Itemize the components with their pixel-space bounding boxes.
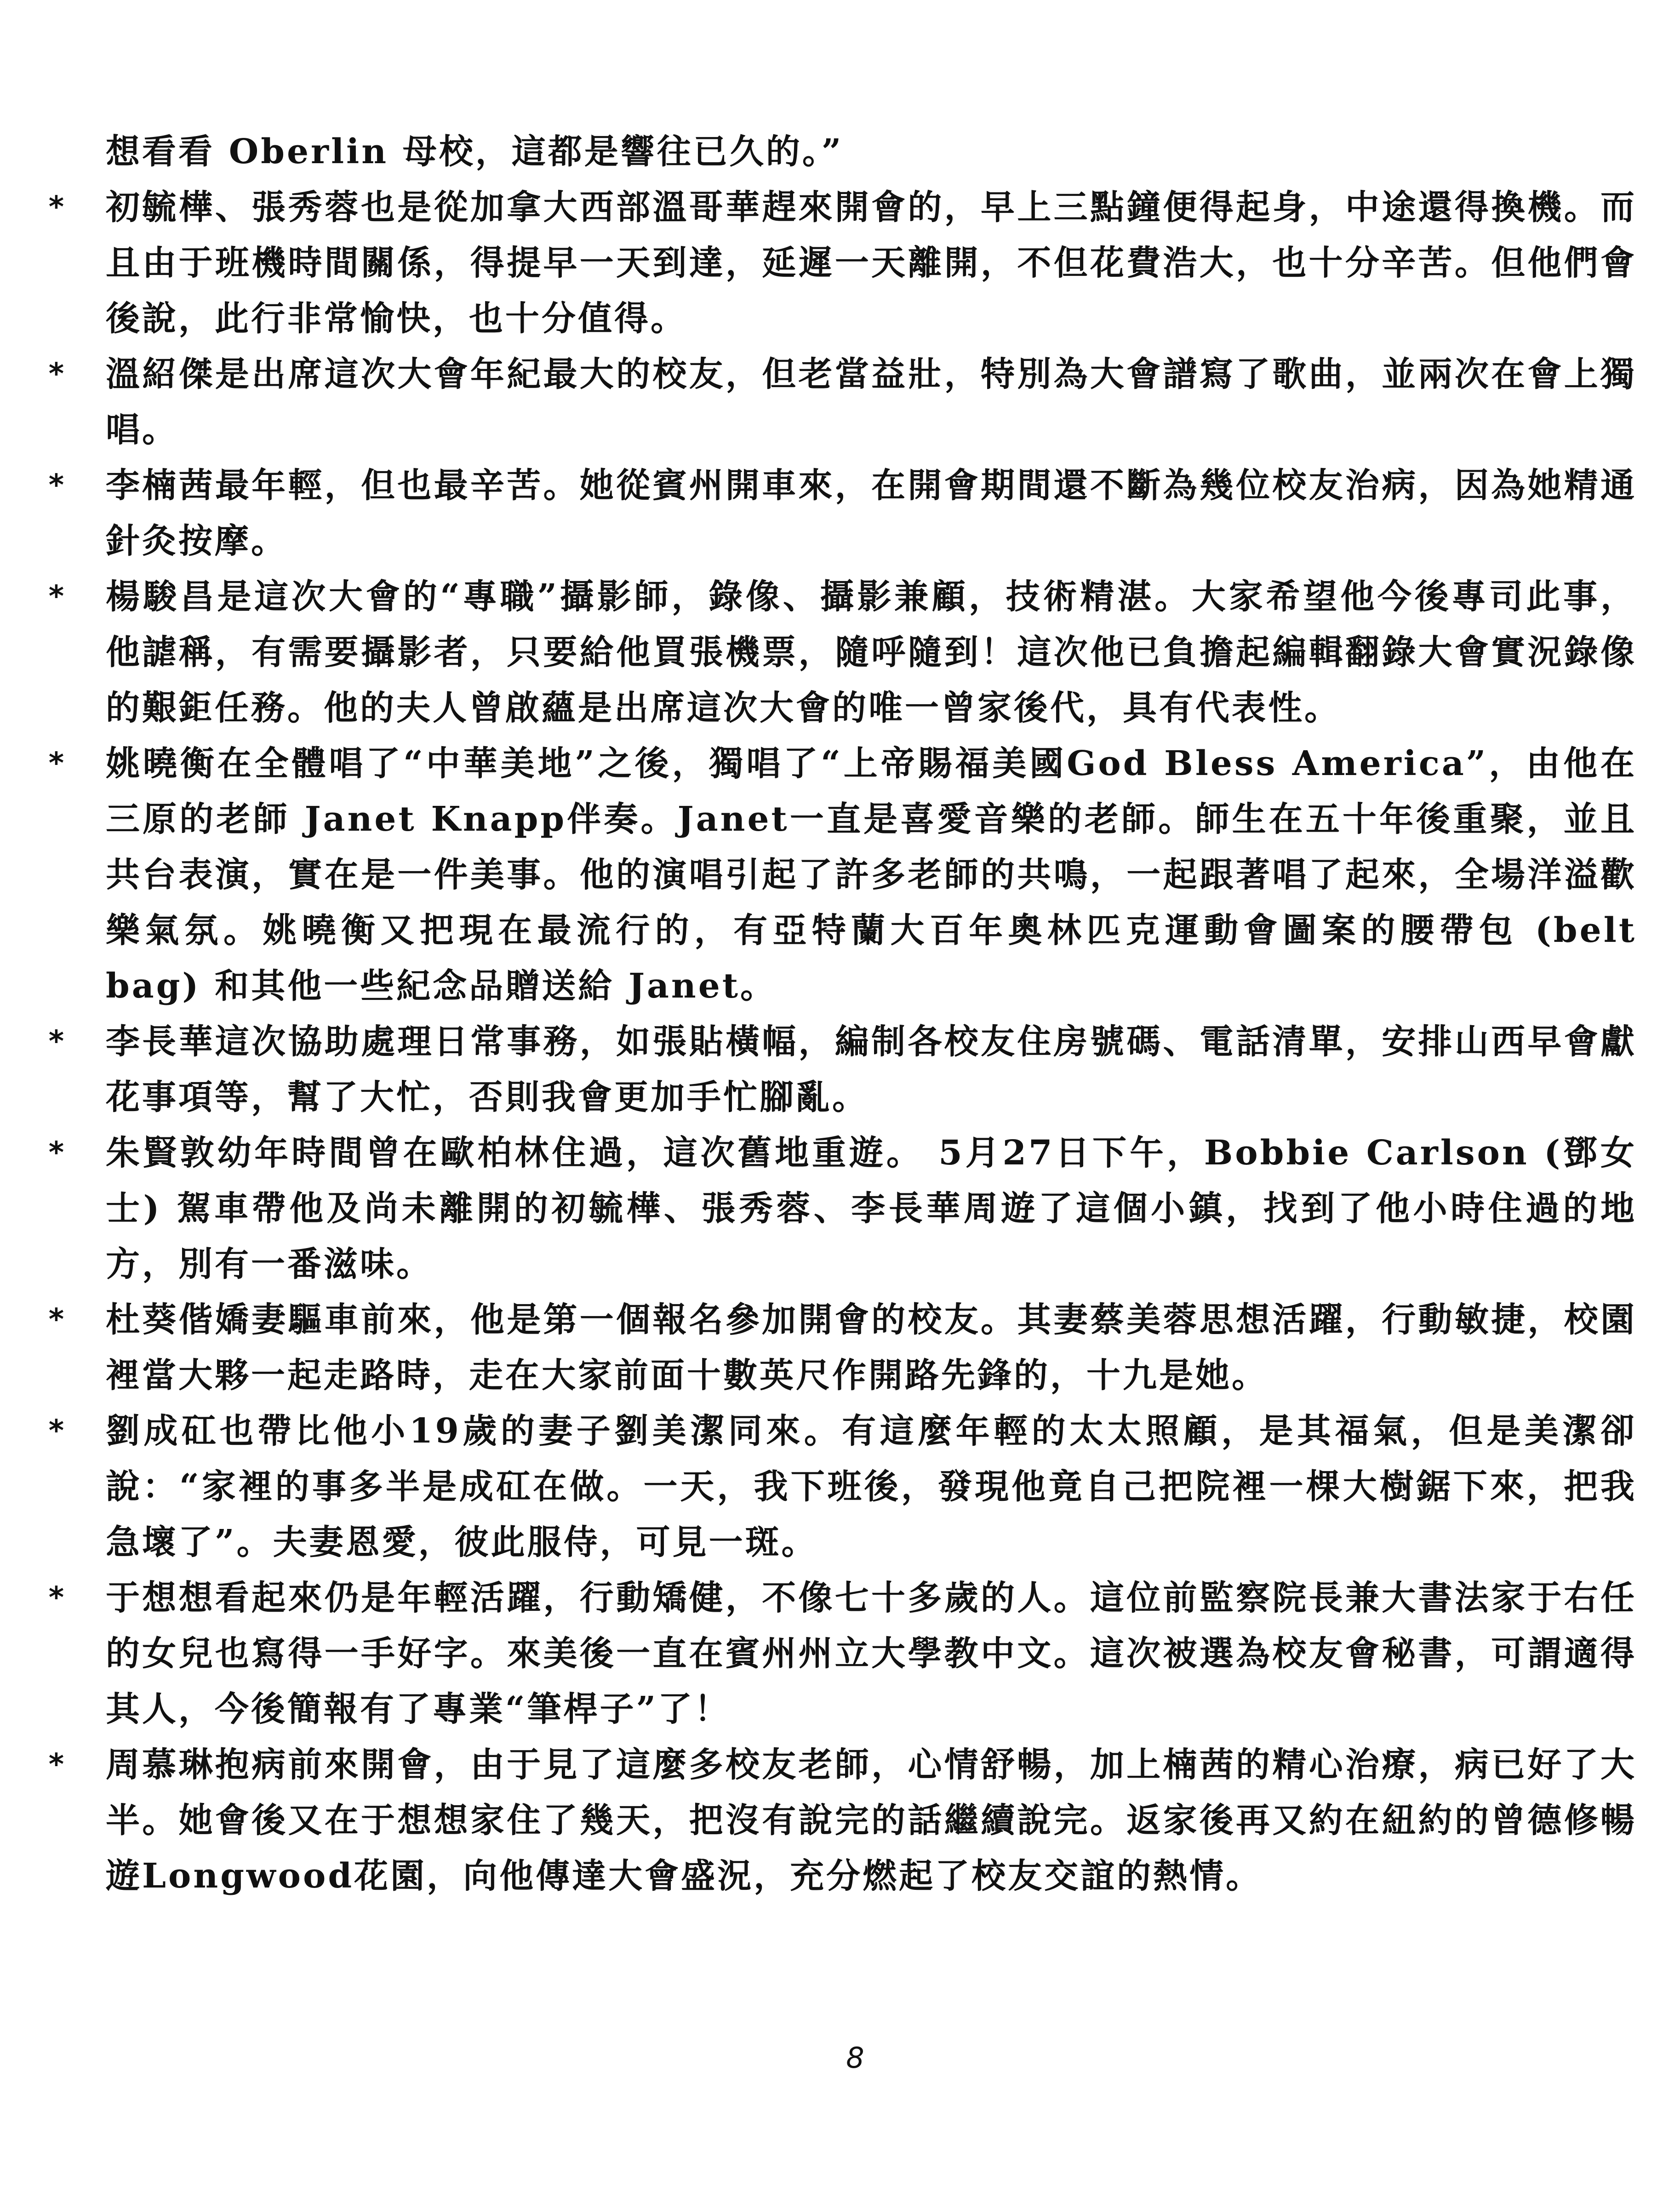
bullet-asterisk: * xyxy=(47,747,68,781)
list-item xyxy=(47,569,1637,736)
list-item-text: 溫紹傑是出席這次大會年紀最大的校友，但老當益壯，特別為大會譜寫了歌曲，並兩次在會上獨唱。 xyxy=(106,354,1637,450)
bullet-asterisk: * xyxy=(47,1414,68,1448)
bullet-asterisk: * xyxy=(47,1136,68,1170)
document-body xyxy=(47,124,1637,1904)
list-item-text: 朱賢敦幼年時間曾在歐柏林住過，這次舊地重遊。 5月27日下午，Bobbie Carlson (鄧女士) 駕車帶他及尚未離開的初毓樺、張秀蓉、李長華周遊了這個小鎮，找到了他小時住過的地方，別有一番滋味。 xyxy=(106,1133,1637,1284)
list-item xyxy=(47,736,1637,1014)
list-item xyxy=(47,347,1637,458)
list-item xyxy=(47,1125,1637,1292)
list-item xyxy=(47,1570,1637,1737)
list-item-text: 李長華這次協助處理日常事務，如張貼橫幅，編制各校友住房號碼、電話清單，安排山西早會獻花事項等，幫了大忙，否則我會更加手忙腳亂。 xyxy=(106,1022,1637,1117)
lead-line: 想看看 Oberlin 母校，這都是響往已久的。” xyxy=(106,132,844,171)
bullet-asterisk: * xyxy=(47,468,68,502)
bullet-asterisk: * xyxy=(47,190,68,224)
list-item-text: 初毓樺、張秀蓉也是從加拿大西部溫哥華趕來開會的，早上三點鐘便得起身，中途還得換機。而且由于班機時間關係，得提早一天到達，延遲一天離開，不但花費浩大，也十分辛苦。但他們會後說，此行非常愉快，也十分值得。 xyxy=(106,188,1637,338)
page-number: 8 xyxy=(846,2041,864,2075)
list-item-text: 楊駿昌是這次大會的“專職”攝影師，錄像、攝影兼顧，技術精湛。大家希望他今後專司此事，他謔稱，有需要攝影者，只要給他買張機票，隨呼隨到！這次他已負擔起編輯翻錄大會實況錄像的艱鉅任務。他的夫人曾啟蘊是出席這次大會的唯一曾家後代，具有代表性。 xyxy=(106,577,1637,728)
bullet-asterisk: * xyxy=(47,1025,68,1059)
bullet-asterisk: * xyxy=(47,580,68,614)
list-item xyxy=(47,1737,1637,1904)
list-item-text: 姚曉衡在全體唱了“中華美地”之後，獨唱了“上帝賜福美國God Bless America”，由他在三原的老師 Janet Knapp伴奏。Janet一直是喜愛音樂的老師。師生在五十年後重聚，並且共台表演，實在是一件美事。他的演唱引起了許多老師的共鳴，一起跟著唱了起來，全場洋溢歡樂氣氛。姚曉衡又把現在最流行的，有亞特蘭大百年奧林匹克運動會圖案的腰帶包 (belt bag) 和其他一些紀念品贈送給 Janet。 xyxy=(106,744,1637,1006)
bullet-asterisk: * xyxy=(47,1581,68,1615)
bullet-asterisk: * xyxy=(47,357,68,391)
list-item-text: 劉成矼也帶比他小19歲的妻子劉美潔同來。有這麼年輕的太太照顧，是其福氣，但是美潔卻說：“家裡的事多半是成矼在做。一天，我下班後，發現他竟自己把院裡一棵大樹鋸下來，把我急壞了”。夫妻恩愛，彼此服侍，可見一斑。 xyxy=(106,1411,1637,1562)
list-item xyxy=(47,1292,1637,1403)
list-item xyxy=(47,1014,1637,1125)
bullet-asterisk: * xyxy=(47,1748,68,1782)
list-item-text: 李楠茜最年輕，但也最辛苦。她從賓州開車來，在開會期間還不斷為幾位校友治病，因為她精通針灸按摩。 xyxy=(106,466,1637,561)
list-item xyxy=(47,180,1637,347)
list-item-text: 于想想看起來仍是年輕活躍，行動矯健，不像七十多歲的人。這位前監察院長兼大書法家于右任的女兒也寫得一手好字。來美後一直在賓州州立大學教中文。這次被選為校友會秘書，可謂適得其人，今後簡報有了專業“筆桿子”了！ xyxy=(106,1578,1637,1729)
bullet-asterisk: * xyxy=(47,1303,68,1337)
list-item xyxy=(47,1403,1637,1570)
list-item-text: 杜葵偕嬌妻驅車前來，他是第一個報名參加開會的校友。其妻蔡美蓉思想活躍，行動敏捷，校園裡當大夥一起走路時，走在大家前面十數英尺作開路先鋒的，十九是她。 xyxy=(106,1300,1637,1395)
list-item-text: 周慕琳抱病前來開會，由于見了這麼多校友老師，心情舒暢，加上楠茜的精心治療，病已好了大半。她會後又在于想想家住了幾天，把沒有說完的話繼續說完。返家後再又約在紐約的曾德修暢遊Longwood花園，向他傳達大會盛況，充分燃起了校友交誼的熱情。 xyxy=(106,1745,1637,1896)
list-item xyxy=(47,458,1637,569)
